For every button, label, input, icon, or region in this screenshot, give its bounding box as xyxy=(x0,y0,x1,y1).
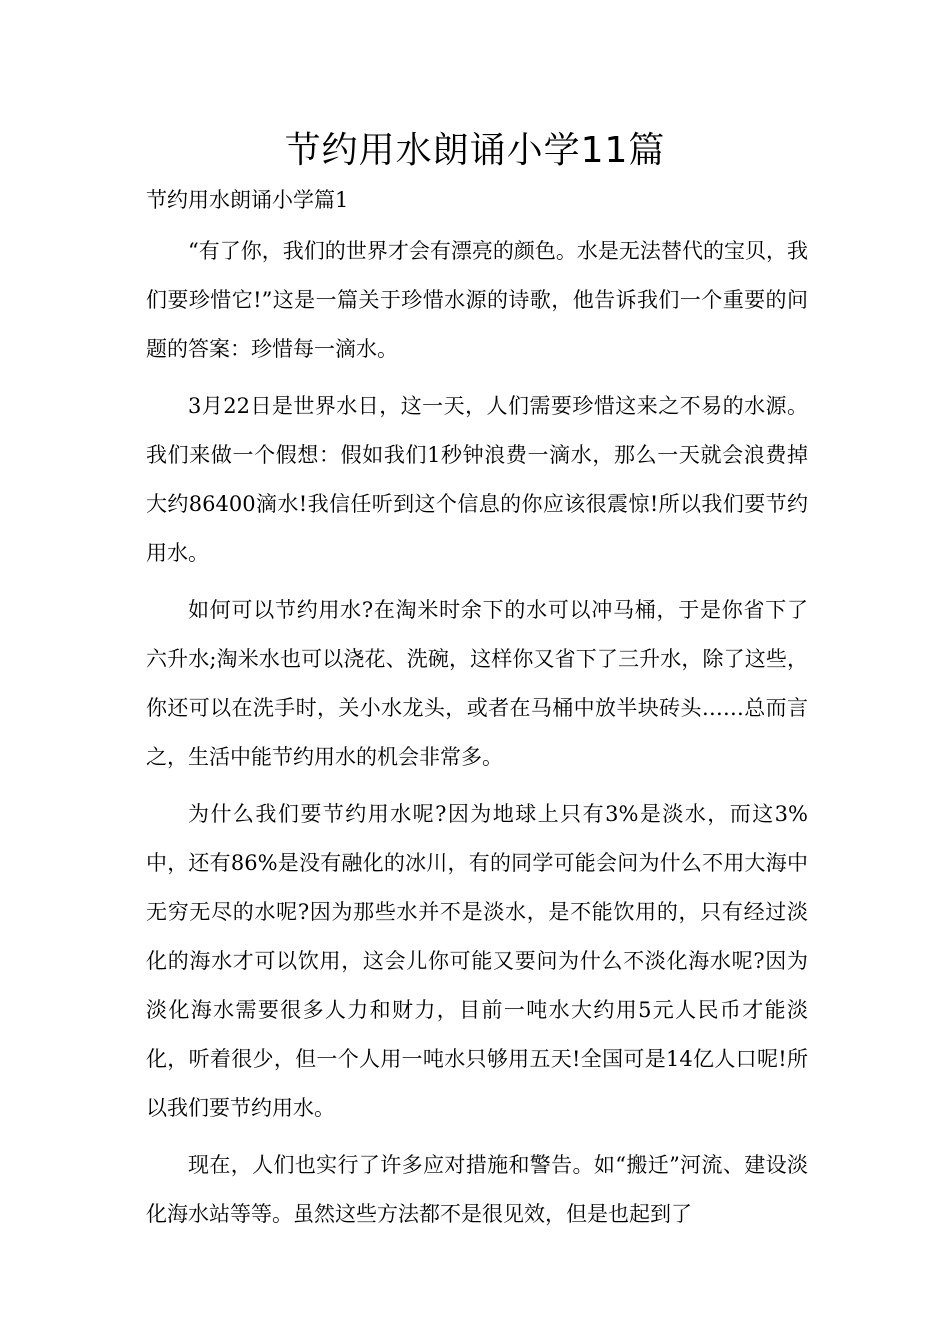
paragraph: 如何可以节约用水?在淘米时余下的水可以冲马桶，于是你省下了六升水;淘米水也可以浇花、洗碗，这样你又省下了三升水，除了这些，你还可以在洗手时，关小水龙头，或者在马桶中放半块砖头……总而言之，生活中能节约用水的机会非常多。 xyxy=(146,598,808,769)
paragraph: 为什么我们要节约用水呢?因为地球上只有3%是淡水，而这3%中，还有86%是没有融化的冰川，有的同学可能会问为什么不用大海中无穷无尽的水呢?因为那些水并不是淡水，是不能饮用的，只有经过淡化的海水才可以饮用，这会儿你可能又要问为什么不淡化海水呢?因为淡化海水需要很多人力和财力，目前一吨水大约用5元人民币才能淡化，听着很少，但一个人用一吨水只够用五天!全国可是14亿人口呢!所以我们要节约用水。 xyxy=(146,802,808,1120)
document-title: 节约用水朗诵小学11篇 xyxy=(284,130,666,171)
paragraph: “有了你，我们的世界才会有漂亮的颜色。水是无法替代的宝贝，我们要珍惜它!”这是一篇关于珍惜水源的诗歌，他告诉我们一个重要的问题的答案：珍惜每一滴水。 xyxy=(146,239,808,361)
paragraph: 3月22日是世界水日，这一天，人们需要珍惜这来之不易的水源。我们来做一个假想：假如我们1秒钟浪费一滴水，那么一天就会浪费掉大约86400滴水!我信任听到这个信息的你应该很震惊!所以我们要节约用水。 xyxy=(146,394,808,565)
paragraph: 现在，人们也实行了许多应对措施和警告。如“搬迁”河流、建设淡化海水站等等。虽然这些方法都不是很见效，但是也起到了 xyxy=(146,1153,808,1226)
document-body xyxy=(146,180,808,1239)
section-heading: 节约用水朗诵小学篇1 xyxy=(146,188,349,212)
